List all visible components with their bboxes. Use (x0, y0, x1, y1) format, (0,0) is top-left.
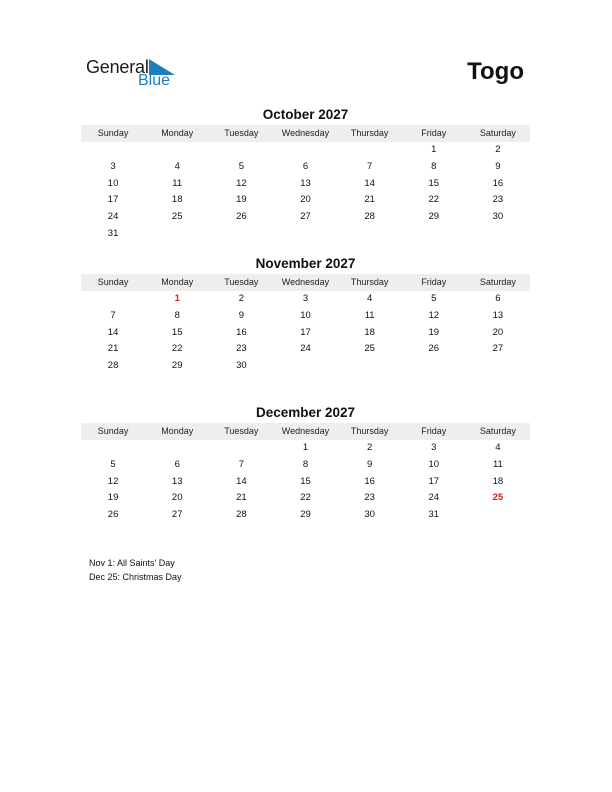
weekday-label: Monday (161, 426, 194, 436)
day-cell (209, 440, 273, 457)
day-cell: 8 (431, 160, 437, 172)
weekday-label: Saturday (479, 426, 516, 436)
day-cell: 22 (300, 492, 311, 504)
weekday-label: Friday (421, 128, 447, 138)
weekday-label: Monday (161, 277, 194, 287)
weekday-label: Sunday (97, 277, 129, 287)
day-cell: 20 (300, 194, 311, 206)
day-cell: 3 (302, 293, 309, 304)
weekday-label: Tuesday (224, 426, 259, 436)
day-cell (145, 142, 209, 159)
day-cell: 13 (492, 309, 504, 321)
week-row (81, 490, 530, 507)
day-cell: 24 (428, 492, 440, 504)
month-title: December 2027 (255, 405, 356, 420)
day-cell: 2 (238, 293, 244, 304)
day-cell: 13 (300, 177, 311, 189)
day-cell: 11 (492, 458, 503, 470)
day-cell: 7 (238, 458, 244, 470)
day-cell: 6 (495, 293, 501, 304)
weekday-label: Sunday (97, 426, 129, 436)
holiday-day-cell: 1 (174, 293, 180, 304)
month-calendar-october (81, 107, 530, 243)
day-cell: 10 (300, 309, 311, 321)
day-cell: 12 (236, 177, 247, 189)
weekday-label: Tuesday (224, 277, 259, 287)
day-cell: 30 (364, 509, 375, 521)
day-cell: 24 (107, 211, 119, 223)
week-row (81, 507, 530, 524)
day-cell: 23 (236, 343, 247, 355)
week-row (81, 291, 530, 308)
day-cell: 14 (364, 177, 375, 189)
day-cell: 17 (428, 475, 440, 487)
weekday-label: Monday (161, 128, 194, 138)
week-row (81, 176, 530, 193)
day-cell: 27 (492, 343, 504, 355)
week-row (81, 209, 530, 226)
day-cell: 18 (364, 326, 375, 338)
weekday-label: Wednesday (281, 128, 330, 138)
day-cell: 26 (236, 211, 247, 223)
day-cell: 14 (107, 326, 119, 338)
day-cell: 20 (492, 326, 504, 338)
month-calendar-december (81, 405, 530, 524)
day-cell (81, 142, 145, 159)
day-cell (466, 226, 530, 243)
weekday-label: Wednesday (281, 277, 330, 287)
day-cell: 7 (110, 309, 116, 321)
day-cell: 24 (300, 343, 311, 355)
day-cell (338, 358, 402, 375)
day-cell: 5 (110, 458, 116, 470)
day-cell: 26 (428, 343, 440, 355)
day-cell: 13 (171, 475, 183, 487)
day-cell: 16 (364, 475, 375, 487)
weekday-label: Saturday (479, 277, 516, 287)
day-cell: 3 (110, 160, 116, 172)
holiday-note: Dec 25: Christmas Day (89, 572, 182, 582)
week-row (81, 192, 530, 209)
day-cell (466, 358, 530, 375)
weekday-label: Friday (421, 277, 447, 287)
day-cell (338, 142, 402, 159)
week-row (81, 474, 530, 491)
month-title: October 2027 (262, 107, 349, 122)
day-cell: 17 (107, 194, 119, 206)
day-cell: 2 (495, 144, 501, 155)
week-row (81, 440, 530, 457)
day-cell (402, 226, 466, 243)
day-cell: 28 (107, 360, 119, 372)
day-cell: 27 (171, 509, 183, 521)
holiday-notes (89, 556, 182, 584)
day-cell: 16 (236, 326, 247, 338)
day-cell: 3 (431, 442, 437, 453)
day-cell: 9 (366, 458, 373, 470)
logo-text-general: General (86, 57, 149, 77)
day-cell: 29 (428, 211, 440, 223)
day-cell (145, 440, 209, 457)
day-cell: 1 (302, 442, 309, 453)
day-cell: 15 (300, 475, 311, 487)
logo-text-blue: Blue (138, 72, 171, 89)
day-cell: 29 (171, 360, 183, 372)
weekday-header-row (81, 125, 530, 142)
day-cell: 28 (236, 509, 247, 521)
weekday-label: Thursday (350, 277, 389, 287)
weekday-header-row (81, 274, 530, 291)
day-cell: 21 (364, 194, 375, 206)
day-cell: 27 (300, 211, 311, 223)
day-cell (466, 507, 530, 524)
week-row (81, 308, 530, 325)
day-cell: 1 (431, 144, 437, 155)
day-cell: 4 (366, 293, 373, 304)
day-cell: 21 (107, 343, 119, 355)
day-cell: 23 (364, 492, 375, 504)
day-cell: 9 (238, 309, 244, 321)
day-cell: 2 (366, 442, 373, 453)
day-cell: 31 (428, 509, 440, 521)
day-cell: 18 (171, 194, 183, 206)
day-cell: 25 (364, 343, 375, 355)
day-cell: 6 (174, 458, 180, 470)
day-cell: 20 (171, 492, 183, 504)
week-row (81, 341, 530, 358)
weekday-label: Sunday (97, 128, 129, 138)
day-cell: 30 (492, 211, 504, 223)
day-cell: 21 (236, 492, 247, 504)
country-title: Togo (467, 58, 524, 85)
day-cell: 19 (428, 326, 440, 338)
day-cell: 11 (364, 309, 375, 321)
day-cell: 16 (492, 177, 504, 189)
day-cell: 25 (171, 211, 183, 223)
day-cell: 22 (171, 343, 183, 355)
day-cell (338, 226, 402, 243)
month-calendar-november (81, 256, 530, 375)
day-cell: 15 (428, 177, 440, 189)
day-cell: 26 (107, 509, 119, 521)
day-cell: 7 (366, 160, 373, 172)
day-cell: 10 (107, 177, 119, 189)
day-cell: 14 (236, 475, 247, 487)
week-row (81, 159, 530, 176)
day-cell: 9 (495, 160, 501, 172)
weekday-label: Tuesday (224, 128, 259, 138)
day-cell: 22 (428, 194, 440, 206)
day-cell: 5 (431, 293, 437, 304)
day-cell: 17 (300, 326, 311, 338)
holiday-note: Nov 1: All Saints' Day (89, 558, 175, 568)
day-cell: 11 (172, 177, 183, 189)
day-cell (209, 226, 273, 243)
day-cell: 31 (107, 227, 119, 239)
week-row (81, 457, 530, 474)
day-cell: 15 (171, 326, 183, 338)
day-cell: 8 (174, 309, 180, 321)
week-row (81, 358, 530, 375)
day-cell: 29 (300, 509, 311, 521)
day-cell: 19 (107, 492, 119, 504)
day-cell: 4 (495, 442, 501, 453)
day-cell: 28 (364, 211, 375, 223)
day-cell: 23 (492, 194, 504, 206)
day-cell: 5 (238, 160, 244, 172)
day-cell (273, 226, 337, 243)
weekday-label: Friday (421, 426, 447, 436)
holiday-day-cell: 25 (492, 492, 504, 504)
day-cell: 6 (302, 160, 309, 172)
day-cell (81, 440, 145, 457)
day-cell (273, 142, 337, 159)
weekday-header-row (81, 423, 530, 440)
week-row (81, 226, 530, 243)
day-cell: 19 (236, 194, 247, 206)
week-row (81, 325, 530, 342)
brand-logo (86, 55, 186, 95)
day-cell: 30 (236, 360, 247, 372)
weekday-label: Wednesday (281, 426, 330, 436)
day-cell: 10 (428, 458, 440, 470)
weekday-label: Saturday (479, 128, 516, 138)
day-cell (402, 358, 466, 375)
day-cell (145, 226, 209, 243)
weekday-label: Thursday (350, 128, 389, 138)
weekday-label: Thursday (350, 426, 389, 436)
day-cell: 12 (107, 475, 119, 487)
day-cell (273, 358, 337, 375)
day-cell (81, 291, 145, 308)
day-cell: 18 (492, 475, 504, 487)
day-cell: 4 (174, 160, 180, 172)
day-cell: 8 (302, 458, 309, 470)
week-row (81, 142, 530, 159)
day-cell (209, 142, 273, 159)
month-title: November 2027 (255, 256, 356, 271)
day-cell: 12 (428, 309, 440, 321)
